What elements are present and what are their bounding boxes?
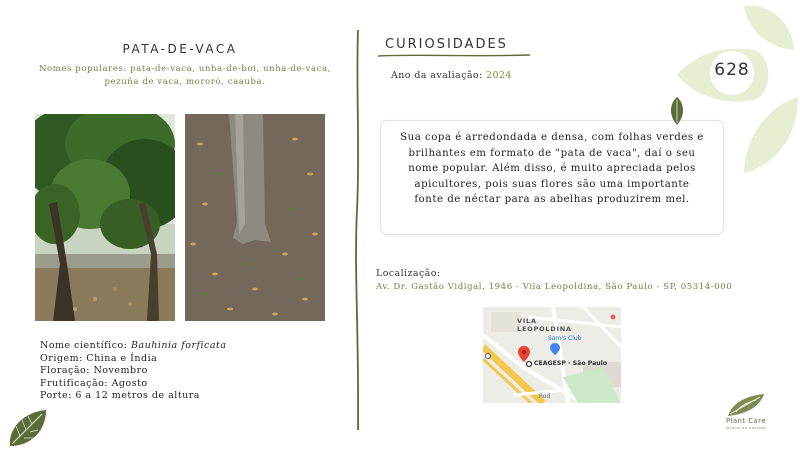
popular-names: Nomes populares: pata-de-vaca, unha-de-boi, unha-de-vaca, pezuña de vaca, mororó, caauba.	[39, 64, 331, 87]
scientific-name-line: Nome científico: Bauhinia forficata	[40, 340, 227, 351]
curiosity-text: Sua copa é arredondada e densa, com folhas verdes e brilhantes em formato de "pata de vaca", daí o seu nome popular. Além disso, é muito apreciada pelos apicultores, pois suas flores são uma importante fonte de néctar para as abelhas produzirem mel.	[400, 132, 704, 206]
evaluation-year: Ano da avaliação: 2024	[391, 70, 512, 81]
vertical-divider	[352, 30, 364, 430]
species-details	[40, 340, 227, 403]
fruiting-line: Frutificação: Agosto	[40, 377, 148, 389]
map-road-label: Rod	[539, 393, 551, 400]
size-line: Porte: 6 a 12 metros de altura	[40, 390, 200, 401]
leaf-icon	[742, 2, 797, 52]
badge-number: 628	[714, 60, 750, 80]
leaf-icon	[6, 408, 48, 448]
map-store-label: Sam's Club	[548, 335, 582, 342]
location-label: Localização:	[376, 268, 441, 279]
location-address[interactable]: Av. Dr. Gastão Vidigal, 1946 - Vila Leopoldina, São Paulo - SP, 05314-000	[376, 282, 733, 292]
brand-tagline: jardins de pessoas	[725, 425, 767, 430]
tree-trunk-photo	[185, 114, 325, 321]
origin-line: Origem: China e Índia	[40, 352, 158, 364]
map-place-label: CEAGESP - São Paulo	[534, 360, 608, 367]
curiosity-card	[380, 120, 724, 235]
flowering-line: Floração: Novembro	[40, 365, 148, 376]
leaf-icon	[740, 95, 800, 175]
brand-name: Plant Care	[725, 417, 767, 425]
heading-underline	[378, 51, 530, 59]
map-district-label: VILA LEOPOLDINA	[517, 317, 572, 333]
leaf-icon	[667, 96, 687, 126]
plant-care-logo	[726, 392, 766, 418]
curiosities-heading: CURIOSIDADES	[385, 37, 508, 52]
species-title: PATA-DE-VACA	[122, 42, 238, 56]
tree-canopy-photo	[35, 114, 175, 321]
scientific-name: Bauhinia forficata	[130, 340, 227, 351]
evaluation-year-value: 2024	[486, 70, 512, 81]
